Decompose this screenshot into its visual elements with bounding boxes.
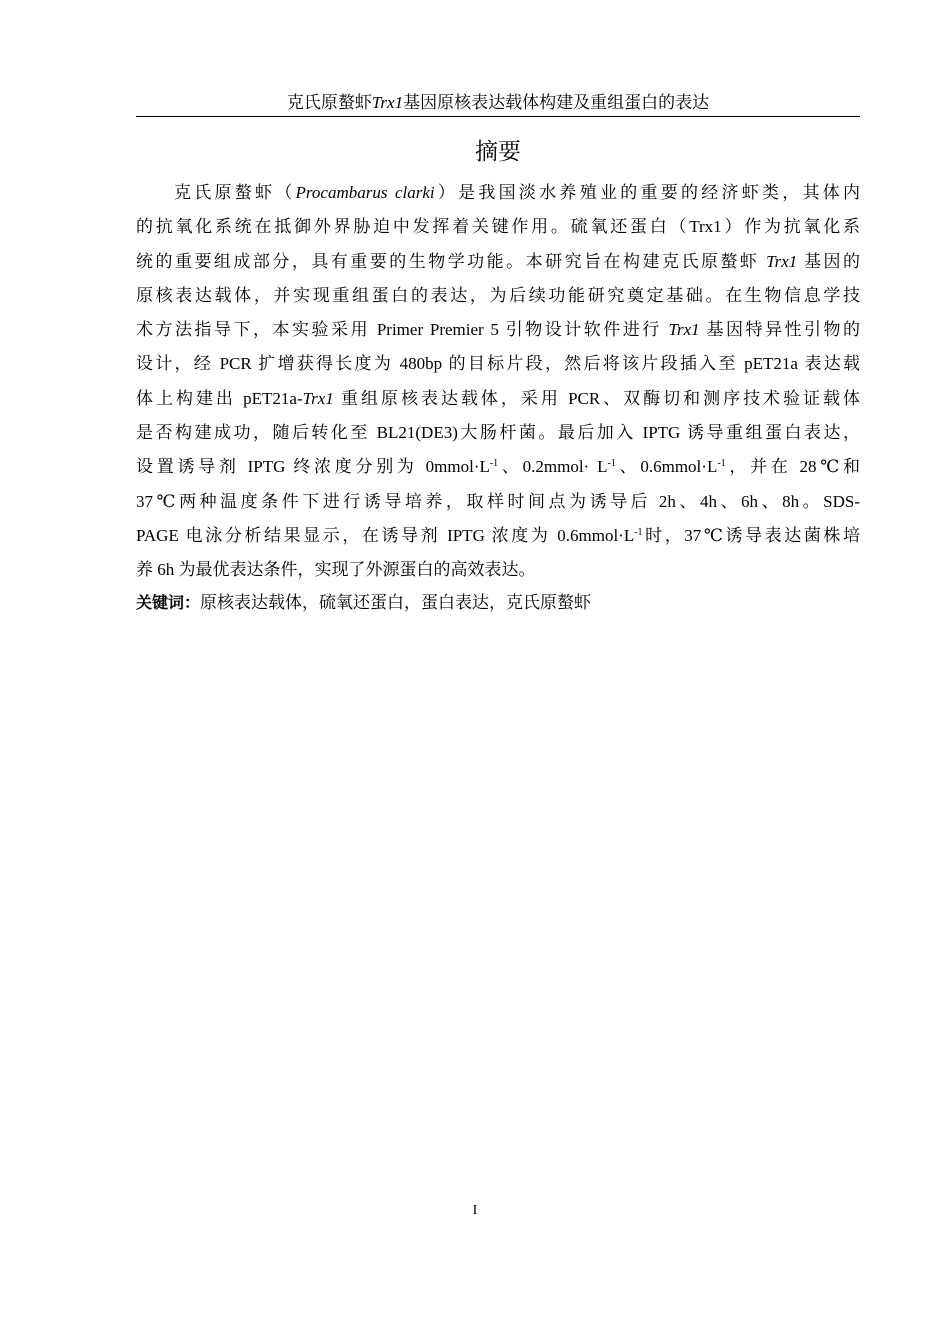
text-run: ）是我国淡水养殖业的重要的经济虾类，其体内 bbox=[434, 183, 861, 202]
abstract-line bbox=[136, 553, 860, 587]
text-run: 的抗氧化系统在抵御外界胁迫中发挥着关键作用。硫氧还蛋白（Trx1）作为抗氧化系 bbox=[136, 217, 860, 237]
abstract-line bbox=[136, 450, 860, 484]
text-run: 基因特异性引物的 bbox=[699, 320, 860, 340]
abstract-line bbox=[136, 347, 860, 381]
header-rule bbox=[136, 116, 860, 117]
abstract-line bbox=[136, 210, 860, 244]
species-name: Procambarus clarki bbox=[295, 183, 435, 202]
text-run: 设置诱导剂 IPTG 终浓度分别为 0mmol·L bbox=[136, 457, 490, 477]
text-run: 重组原核表达载体，采用 PCR、双酶切和测序技术验证载体 bbox=[333, 388, 860, 408]
abstract-heading: 摘要 bbox=[475, 139, 521, 165]
superscript: -1 bbox=[607, 458, 616, 470]
abstract-body bbox=[136, 176, 860, 588]
header-title-suffix: 基因原核表达载体构建及重组蛋白的表达 bbox=[403, 93, 710, 112]
text-run: 、0.6mmol·L bbox=[615, 457, 718, 477]
text-run: 基因的 bbox=[797, 251, 861, 271]
gene-name: Trx1 bbox=[302, 388, 334, 408]
abstract-line bbox=[136, 519, 860, 553]
text-run: 设计，经 PCR 扩增获得长度为 480bp 的目标片段，然后将该片段插入至 pET21a 表达载 bbox=[136, 354, 860, 374]
abstract-line bbox=[136, 313, 860, 347]
abstract-line bbox=[136, 279, 860, 313]
abstract-line bbox=[136, 416, 860, 450]
text-run: 原核表达载体，并实现重组蛋白的表达，为后续功能研究奠定基础。在生物信息学技 bbox=[136, 285, 860, 305]
text-run: 、0.2mmol· L bbox=[498, 457, 608, 477]
page-number: I bbox=[472, 1203, 478, 1218]
abstract-line bbox=[136, 176, 860, 210]
keywords-line bbox=[136, 588, 860, 618]
header-gene-name: Trx1 bbox=[371, 93, 404, 112]
text-run: PAGE 电泳分析结果显示，在诱导剂 IPTG 浓度为 0.6mmol·L bbox=[136, 525, 635, 545]
keywords-label: 关键词： bbox=[136, 593, 201, 612]
text-run: 是否构建成功，随后转化至 BL21(DE3)大肠杆菌。最后加入 IPTG 诱导重组蛋白表达， bbox=[136, 423, 860, 443]
running-header bbox=[136, 90, 860, 115]
text-run: 37℃两种温度条件下进行诱导培养，取样时间点为诱导后 2h、4h、6h、8h。SDS- bbox=[136, 491, 860, 511]
gene-name: Trx1 bbox=[766, 251, 798, 271]
superscript: -1 bbox=[634, 526, 643, 538]
text-run: 养 6h 为最优表达条件，实现了外源蛋白的高效表达。 bbox=[136, 560, 536, 580]
abstract-line bbox=[136, 485, 860, 519]
abstract-line bbox=[136, 382, 860, 416]
header-title-prefix: 克氏原螯虾 bbox=[286, 93, 372, 112]
text-run: ，并在 28℃和 bbox=[725, 457, 861, 477]
text-run: 时，37℃诱导表达菌株培 bbox=[642, 525, 860, 545]
text-run: 体上构建出 pET21a- bbox=[136, 388, 303, 408]
abstract-line bbox=[136, 245, 860, 279]
superscript: -1 bbox=[717, 458, 726, 470]
text-run: 术方法指导下，本实验采用 Primer Premier 5 引物设计软件进行 bbox=[136, 320, 669, 340]
text-run: 克氏原螯虾（ bbox=[174, 183, 296, 202]
text-run: 统的重要组成部分，具有重要的生物学功能。本研究旨在构建克氏原螯虾 bbox=[136, 251, 767, 271]
keywords-text: 原核表达载体，硫氧还蛋白，蛋白表达，克氏原螯虾 bbox=[200, 593, 592, 612]
superscript: -1 bbox=[489, 458, 499, 470]
gene-name: Trx1 bbox=[668, 320, 700, 340]
